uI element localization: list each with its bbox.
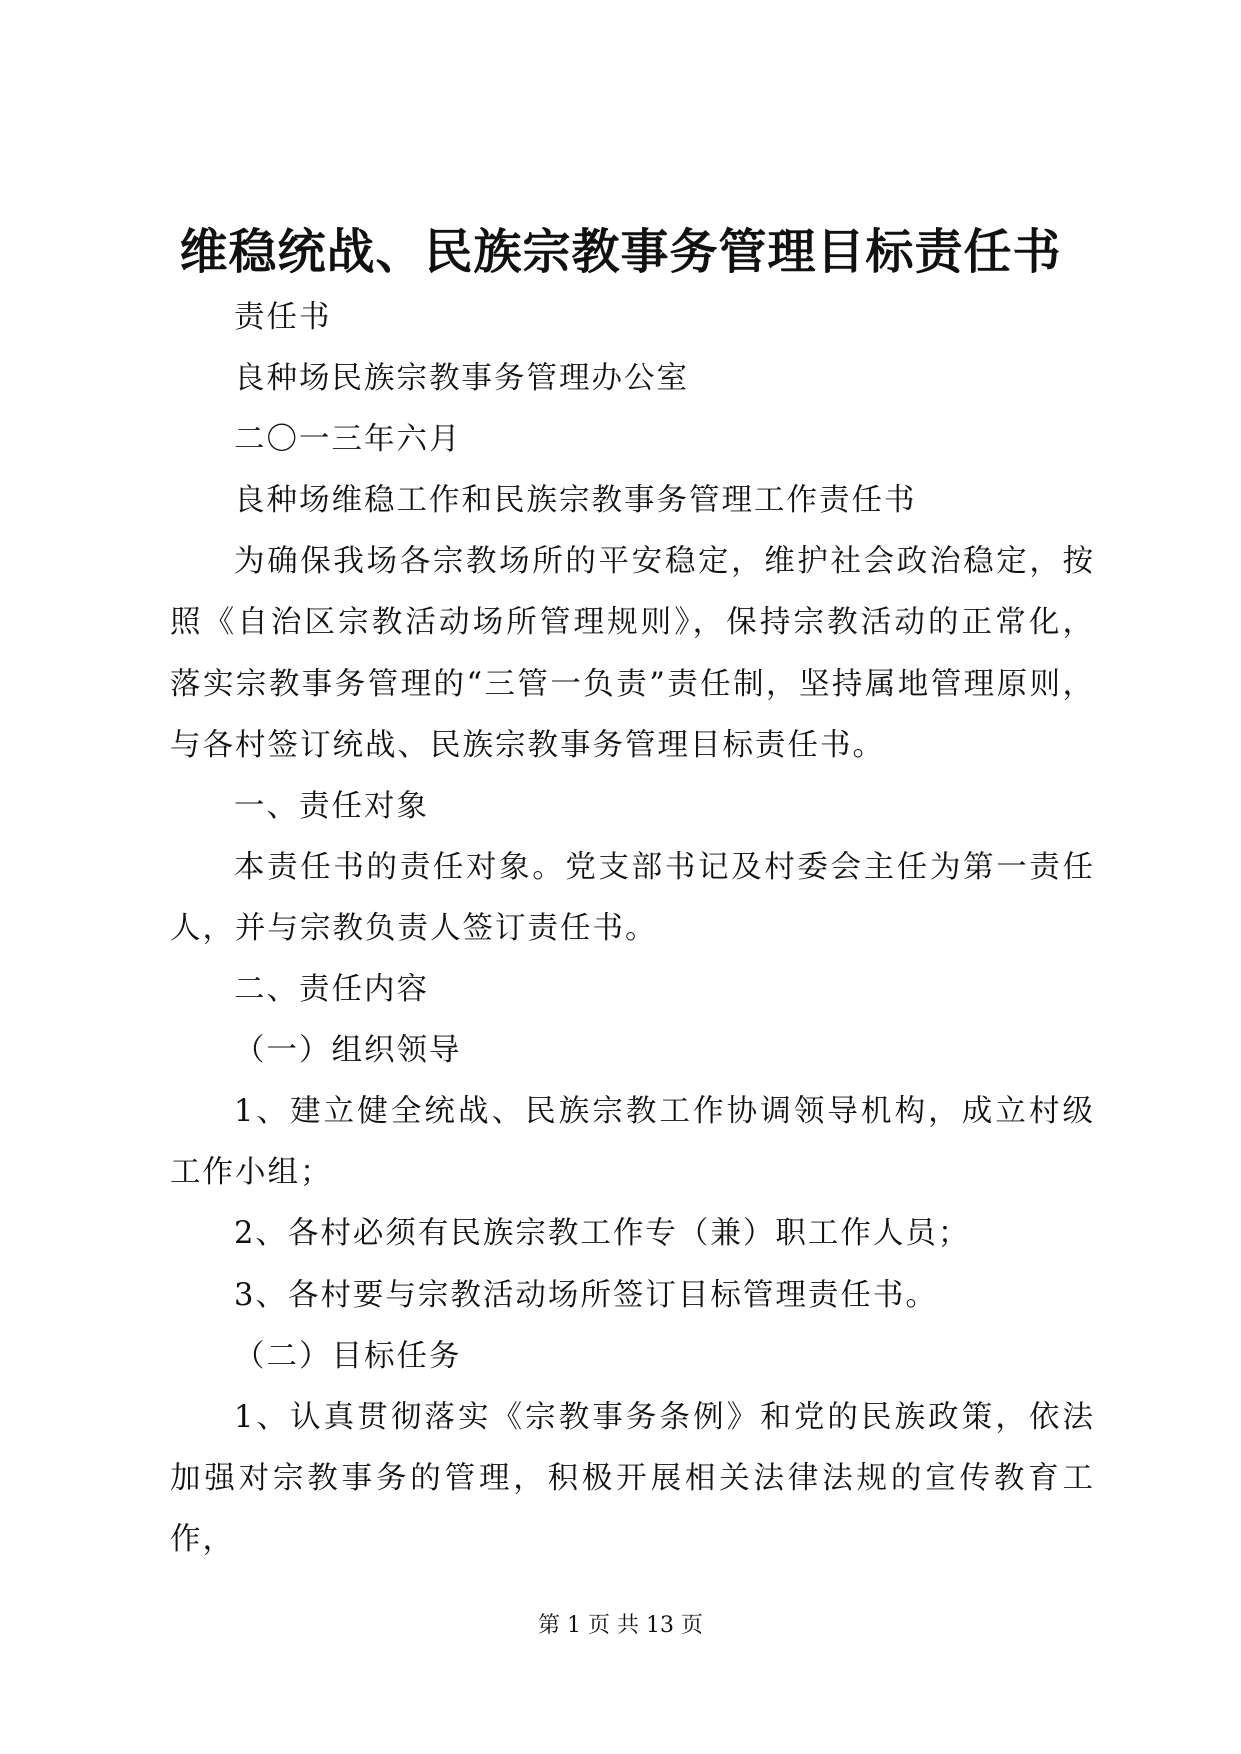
paragraph-objective-1: 1、认真贯彻落实《宗教事务条例》和党的民族政策，依法加强对宗教事务的管理，积极开展相关法律法规的宣传教育工作， [170, 1399, 1095, 1557]
paragraph-issuer-office: 良种场民族宗教事务管理办公室 [234, 361, 689, 397]
document-body [170, 287, 1095, 1570]
section-heading-responsibility-content: 二、责任内容 [234, 972, 429, 1008]
subsection-heading-objectives: （二）目标任务 [234, 1338, 462, 1374]
paragraph-responsibility-target: 本责任书的责任对象。党支部书记及村委会主任为第一责任人，并与宗教负责人签订责任书。 [170, 849, 1095, 946]
paragraph-item-3: 3、各村要与宗教活动场所签订目标管理责任书。 [234, 1277, 938, 1313]
paragraph-subtitle: 良种场维稳工作和民族宗教事务管理工作责任书 [234, 483, 917, 519]
page-number-footer: 第 1 页 共 13 页 [538, 1613, 703, 1638]
paragraph-heading-responsibility-letter: 责任书 [234, 300, 332, 335]
section-heading-responsibility-target: 一、责任对象 [234, 788, 429, 824]
paragraph-intro: 为确保我场各宗教场所的平安稳定，维护社会政治稳定，按照《自治区宗教活动场所管理规则》，保持宗教活动的正常化，落实宗教事务管理的“三管一负责”责任制，坚持属地管理原则，与各村签订统战、民族宗教事务管理目标责任书。 [170, 544, 1095, 763]
subsection-heading-organization: （一）组织领导 [234, 1033, 462, 1069]
document-title: 维稳统战、民族宗教事务管理目标责任书 [179, 224, 1062, 280]
paragraph-item-1: 1、建立健全统战、民族宗教工作协调领导机构，成立村级工作小组； [170, 1094, 1095, 1191]
paragraph-item-2: 2、各村必须有民族宗教工作专（兼）职工作人员； [234, 1216, 971, 1252]
paragraph-date: 二〇一三年六月 [234, 422, 462, 458]
